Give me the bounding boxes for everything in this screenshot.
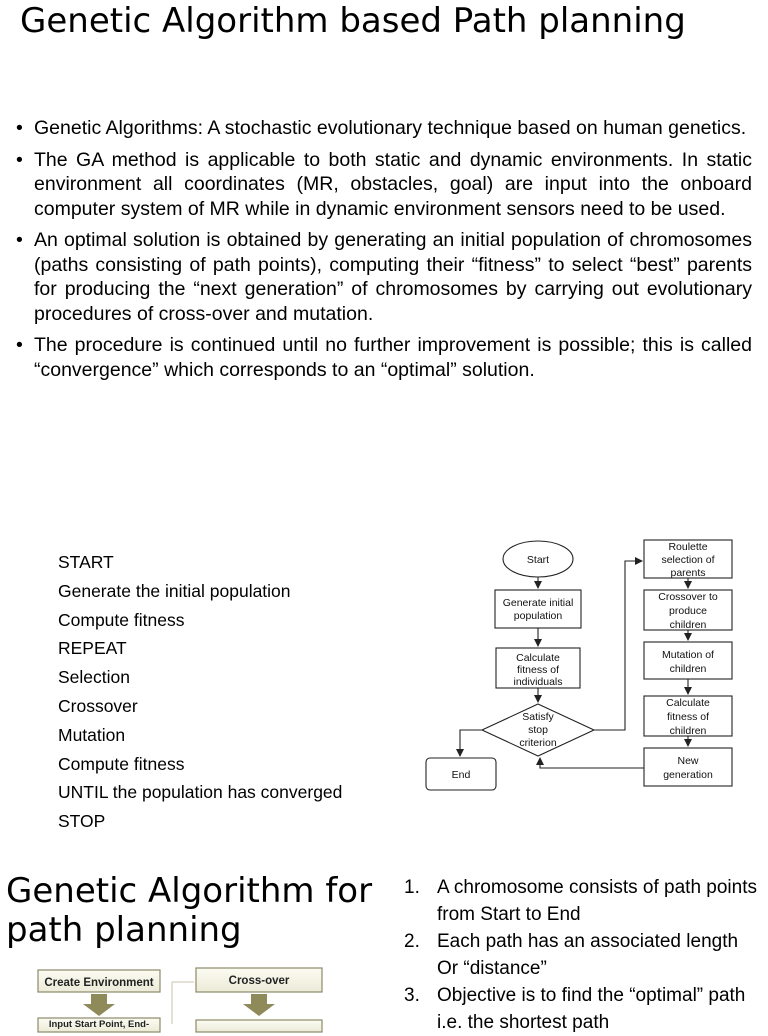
numbered-item bbox=[404, 874, 764, 928]
calc-children-label: children bbox=[669, 725, 707, 737]
mutation-label: children bbox=[669, 663, 707, 675]
decision-label: Satisfy bbox=[522, 711, 554, 723]
pseudocode-line: Mutation bbox=[58, 724, 126, 745]
item-text: Objective is to find the “optimal” path i.e. the shortest path bbox=[437, 985, 746, 1033]
flow-arrow bbox=[540, 758, 644, 768]
roulette-label: parents bbox=[670, 567, 706, 579]
pseudocode-line: REPEAT bbox=[58, 638, 127, 659]
item-number: 2. bbox=[404, 931, 420, 952]
pseudocode-line: START bbox=[58, 552, 114, 572]
calculate-label: fitness of bbox=[516, 664, 560, 676]
calculate-label: individuals bbox=[513, 676, 563, 688]
flow-arrow bbox=[460, 730, 482, 756]
calculate-label: Calculate bbox=[516, 652, 560, 664]
roulette-label: selection of bbox=[661, 554, 715, 566]
mutation-label: Mutation of bbox=[662, 649, 714, 661]
decision-label: stop bbox=[528, 724, 548, 736]
roulette-label: Roulette bbox=[668, 541, 708, 553]
pseudocode-line: STOP bbox=[58, 811, 106, 832]
bullet-item: • Genetic Algorithms: A stochastic evolutionary technique based on human genetics. bbox=[16, 116, 752, 141]
generate-node bbox=[495, 590, 581, 628]
crossover-label: Cross-over bbox=[228, 975, 290, 987]
flow-arrow bbox=[594, 561, 642, 730]
create-environment-label: Create Environment bbox=[44, 977, 154, 989]
down-arrow-icon bbox=[243, 994, 275, 1016]
numbered-list bbox=[404, 874, 764, 1036]
pseudocode-line: Compute fitness bbox=[58, 753, 185, 774]
bullet-item: • The GA method is applicable to both static and dynamic environments. In static environment all coordinates (MR, obstacles, goal) are input into the onboard computer system of MR while in dynamic environment sensors need to be used. bbox=[16, 148, 752, 222]
item-text: Each path has an associated length Or “distance” bbox=[437, 931, 739, 979]
end-label: End bbox=[451, 769, 471, 781]
ga-flowchart bbox=[420, 536, 760, 796]
numbered-item bbox=[404, 982, 764, 1036]
bullet-item: • An optimal solution is obtained by generating an initial population of chromosomes (paths consisting of path points), computing their “fitness” to select “best” parents for producing the “next generation” of chromosomes by carrying out evolutionary procedures of cross-over and mutation. bbox=[16, 228, 752, 326]
generate-label: Generate initial bbox=[502, 597, 574, 609]
mutation-box bbox=[196, 1020, 322, 1032]
start-label: Start bbox=[526, 554, 550, 566]
path-planning-flowchart bbox=[30, 960, 340, 1030]
bullet-list bbox=[16, 116, 752, 389]
calc-children-label: fitness of bbox=[666, 711, 710, 723]
bullet-item: • The procedure is continued until no further improvement is possible; this is called “convergence” which corresponds to an “optimal” solution. bbox=[16, 333, 752, 382]
item-number: 3. bbox=[404, 985, 420, 1006]
crossover-label: produce bbox=[669, 605, 707, 617]
crossover-label: Crossover to bbox=[658, 591, 718, 603]
item-text: A chromosome consists of path points from Start to End bbox=[437, 877, 757, 925]
pseudocode-line: Compute fitness bbox=[58, 609, 185, 630]
pseudocode-line: Generate the initial population bbox=[58, 580, 291, 601]
pseudocode-list bbox=[58, 548, 342, 836]
new-generation-label: New bbox=[677, 755, 699, 767]
slide-title: Genetic Algorithm based Path planning bbox=[20, 1, 686, 41]
pseudocode-line: Crossover bbox=[58, 695, 138, 716]
item-number: 1. bbox=[404, 877, 420, 898]
input-start-label: Input Start Point, End- bbox=[48, 1019, 150, 1030]
pseudocode-line: Selection bbox=[58, 667, 130, 688]
crossover-label: children bbox=[669, 619, 707, 631]
generate-label: population bbox=[513, 610, 563, 622]
pseudocode-line: UNTIL the population has converged bbox=[58, 782, 343, 803]
slide2-title: Genetic Algorithm for path planning bbox=[6, 871, 373, 950]
calc-children-label: Calculate bbox=[666, 697, 710, 709]
numbered-item bbox=[404, 928, 764, 982]
new-generation-label: generation bbox=[663, 769, 713, 781]
down-arrow-icon bbox=[83, 994, 115, 1016]
decision-label: criterion bbox=[519, 737, 557, 749]
